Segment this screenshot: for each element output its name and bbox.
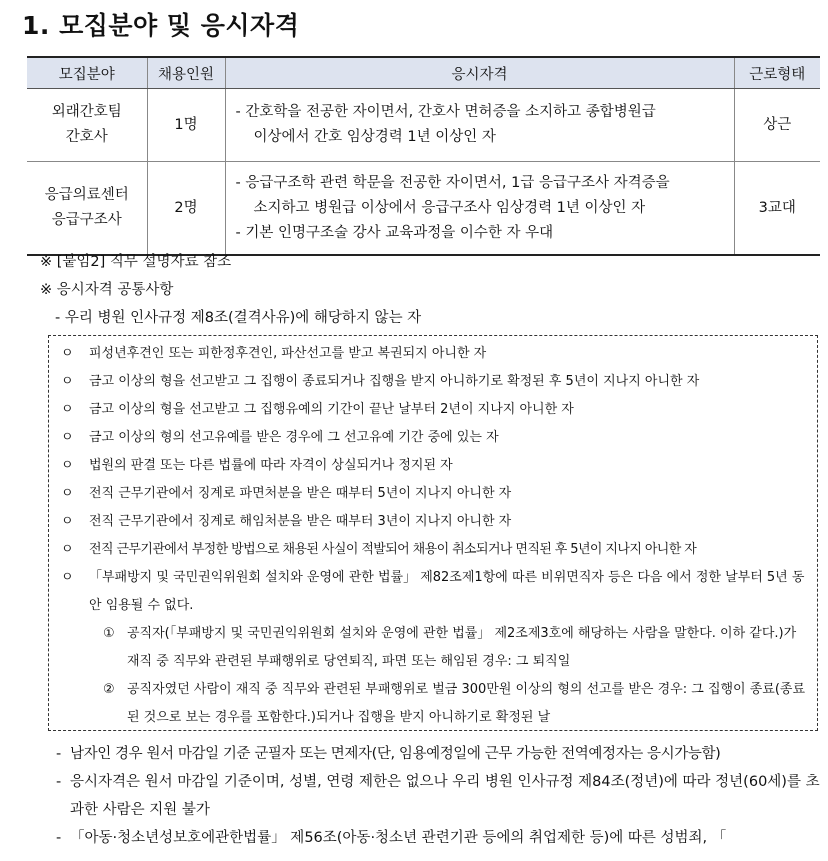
list-item: ㅇ 법원의 판결 또는 다른 법률에 따라 자격이 상실되거나 정지된 자 xyxy=(49,452,817,480)
header-field: 모집분야 xyxy=(27,57,147,89)
bullet-icon: ㅇ xyxy=(61,570,74,585)
count-cell: 1명 xyxy=(147,89,225,162)
table-header-row xyxy=(27,57,820,89)
header-qualification: 응시자격 xyxy=(225,57,734,89)
note-disqualification: - 우리 병원 인사규정 제8조(결격사유)에 해당하지 않는 자 xyxy=(55,310,422,326)
count-cell: 2명 xyxy=(147,162,225,256)
note-common-heading: ※ 응시자격 공통사항 xyxy=(40,282,174,298)
circled-number: ① xyxy=(103,626,115,641)
sub-item: ① 공직자(「부패방지 및 국민권익위원회 설치와 운영에 관한 법률」 제2조제3호에 해당하는 사람을 말한다. 이하 같다.)가 재직 중 직무와 관련된 부패행위로 당연퇴직, 파면 또는 해임된 경우: 그 퇴직일 xyxy=(49,620,817,676)
note-reference: ※ [붙임2] 직무 설명자료 참조 xyxy=(40,254,232,270)
list-item: ㅇ 피성년후견인 또는 피한정후견인, 파산선고를 받고 복권되지 아니한 자 xyxy=(49,340,817,368)
list-item: ㅇ 금고 이상의 형을 선고받고 그 집행유예의 기간이 끝난 날부터 2년이 지나지 아니한 자 xyxy=(49,396,817,424)
qualification-cell: - 응급구조학 관련 학문을 전공한 자이면서, 1급 응급구조사 자격증을 소지하고 병원급 이상에서 응급구조사 임상경력 1년 이상인 자 - 기본 인명구조술 강사 교육과정을 이수한 자 우대 xyxy=(225,162,734,256)
list-item: ㅇ 금고 이상의 형의 선고유예를 받은 경우에 그 선고유예 기간 중에 있는 자 xyxy=(49,424,817,452)
employment-type-cell: 3교대 xyxy=(734,162,820,256)
section-title: 1. 모집분야 및 응시자격 xyxy=(22,11,300,40)
employment-type-cell: 상근 xyxy=(734,89,820,162)
recruitment-table xyxy=(27,56,820,256)
header-count: 채용인원 xyxy=(147,57,225,89)
header-employment-type: 근로형태 xyxy=(734,57,820,89)
bullet-icon: ㅇ xyxy=(61,514,74,529)
bullet-icon: ㅇ xyxy=(61,458,74,473)
bullet-icon: ㅇ xyxy=(61,430,74,445)
table-row xyxy=(27,162,820,256)
field-cell: 외래간호팀 간호사 xyxy=(27,89,147,162)
sub-item: ② 공직자였던 사람이 재직 중 직무와 관련된 부패행위로 벌금 300만원 이상의 형의 선고를 받은 경우: 그 집행이 종료(종료된 것으로 보는 경우를 포함한다.)되거나 집행을 받지 아니하기로 확정된 날 xyxy=(49,676,817,732)
list-item: ㅇ 금고 이상의 형을 선고받고 그 집행이 종료되거나 집행을 받지 아니하기로 확정된 후 5년이 지나지 아니한 자 xyxy=(49,368,817,396)
list-item: ㅇ 전직 근무기관에서 징계로 해임처분을 받은 때부터 3년이 지나지 아니한 자 xyxy=(49,508,817,536)
list-item: - 남자인 경우 원서 마감일 기준 군필자 또는 면제자(단, 임용예정일에 근무 가능한 전역예정자는 응시가능함) xyxy=(56,746,721,762)
list-item: - 「아동·청소년성보호에관한법률」 제56조(아동·청소년 관련기관 등에의 취업제한 등)에 따른 성범죄, 「 xyxy=(56,830,727,846)
common-requirements xyxy=(40,740,828,852)
bullet-icon: ㅇ xyxy=(61,402,74,417)
qualification-cell: - 간호학을 전공한 자이면서, 간호사 면허증을 소지하고 종합병원급 이상에서 간호 임상경력 1년 이상인 자 xyxy=(225,89,734,162)
field-cell: 응급의료센터 응급구조사 xyxy=(27,162,147,256)
circled-number: ② xyxy=(103,682,115,697)
table-row xyxy=(27,89,820,162)
list-item: ㅇ 전직 근무기관에서 징계로 파면처분을 받은 때부터 5년이 지나지 아니한 자 xyxy=(49,480,817,508)
notes xyxy=(40,248,421,332)
bullet-icon: ㅇ xyxy=(61,346,74,361)
bullet-icon: ㅇ xyxy=(61,374,74,389)
list-item: - 응시자격은 원서 마감일 기준이며, 성별, 연령 제한은 없으나 우리 병원 인사규정 제84조(정년)에 따라 정년(60세)를 초과한 사람은 지원 불가 xyxy=(56,774,820,818)
disqualification-box xyxy=(48,335,818,731)
bullet-icon: ㅇ xyxy=(61,542,73,557)
list-item: ㅇ 「부패방지 및 국민권익위원회 설치와 운영에 관한 법률」 제82조제1항에 따른 비위면직자 등은 다음 에서 정한 날부터 5년 동안 임용될 수 없다. xyxy=(49,564,817,620)
bullet-icon: ㅇ xyxy=(61,486,74,501)
list-item: ㅇ 전직 근무기관에서 부정한 방법으로 채용된 사실이 적발되어 채용이 취소되거나 면직된 후 5년이 지나지 아니한 자 xyxy=(49,536,817,564)
